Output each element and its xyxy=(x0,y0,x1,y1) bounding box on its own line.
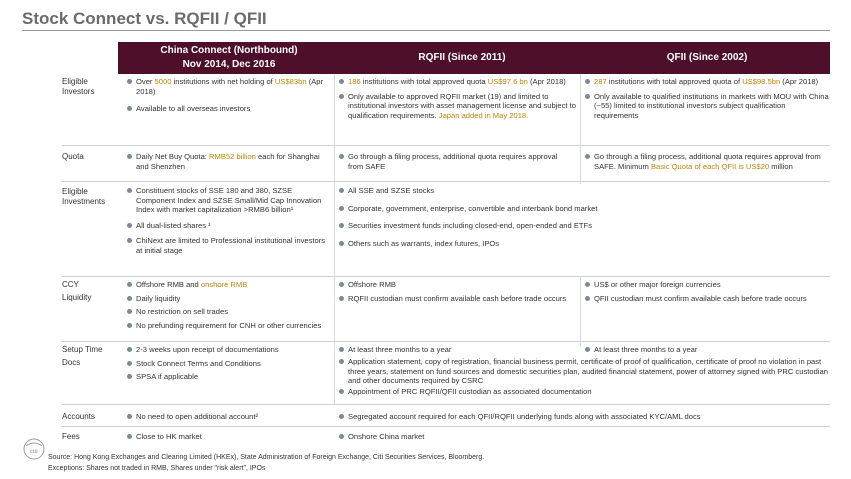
cell-ccy-liq-qfii xyxy=(584,280,824,307)
cell-ccy-liq-connect xyxy=(126,280,326,334)
cell-accounts-rqfii-qfii xyxy=(338,412,828,426)
label-eligible-investments: Eligible Investments xyxy=(62,187,106,206)
highlight-text: US$97.6 bn xyxy=(487,77,528,86)
highlight-text: US$98.5bn xyxy=(742,77,781,86)
text: institutions with total approved quota xyxy=(360,77,488,86)
column-separator xyxy=(334,74,335,404)
row-separator xyxy=(62,145,830,146)
text: (Apr 2018) xyxy=(527,77,566,86)
text: Daily Net Buy Quota: xyxy=(136,152,210,161)
bullet-item: SPSA if applicable xyxy=(126,372,326,382)
text: each for Shanghai and Shenzhen xyxy=(136,152,320,171)
bullet-item xyxy=(584,77,830,87)
source-note: Source: Hong Kong Exchanges and Clearing Limited (HKEx), State Administration of Foreign Exchange, Citi Securities Services, Bloomberg. xyxy=(48,454,485,461)
bullet-item: Close to HK market xyxy=(126,432,326,442)
bullet-item: Daily liquidity xyxy=(126,294,326,304)
bullet-item: Offshore RMB xyxy=(338,280,578,290)
citi-logo-icon xyxy=(22,437,46,461)
highlight-text: 186 xyxy=(348,77,361,86)
cell-quota-rqfii xyxy=(338,152,568,175)
bullet-item: Appointment of PRC RQFII/QFII custodian as associated documentation xyxy=(338,387,830,397)
bullet-item: Go through a filing process, additional quota requires approval from SAFE xyxy=(338,152,568,171)
label-ccy: CCY xyxy=(62,280,79,289)
bullet-item: Stock Connect Terms and Conditions xyxy=(126,359,326,369)
cell-inv-connect xyxy=(126,186,326,260)
text: (Apr 2018) xyxy=(136,77,324,96)
cell-ei-rqfii xyxy=(338,77,578,124)
label-docs: Docs xyxy=(62,358,81,367)
text: million xyxy=(769,161,793,171)
bullet-item: No need to open additional account² xyxy=(126,412,326,422)
highlight-text: 287 xyxy=(594,77,607,86)
bullet-item: All SSE and SZSE stocks xyxy=(338,186,828,196)
text: Only available to approved RQFII market (19) and limited to institutional investors with asset management license and subject to qualification requirements. xyxy=(348,91,576,120)
column-separator xyxy=(580,276,581,346)
text: Go through a filing process, additional quota requires approval from SAFE. Minimum xyxy=(594,152,821,171)
text: institutions with total approved quota of xyxy=(606,77,743,86)
label-fees: Fees xyxy=(62,432,80,441)
bullet-item xyxy=(126,152,326,171)
text: Over xyxy=(136,77,155,86)
highlight-text: Basic Quota of each QFII is US$20 xyxy=(650,161,770,171)
row-separator xyxy=(62,181,830,182)
column-separator xyxy=(580,74,581,184)
cell-fees-rqfii-qfii xyxy=(338,432,828,446)
bullet-item: US$ or other major foreign currencies xyxy=(584,280,824,290)
cell-setup-qfii xyxy=(584,345,824,357)
cell-ccy-liq-rqfii xyxy=(338,280,578,307)
page-title: Stock Connect vs. RQFII / QFII xyxy=(22,9,267,28)
cell-inv-rqfii-qfii xyxy=(338,186,828,252)
highlight-text: 5000 xyxy=(154,77,172,86)
bullet-item: Segregated account required for each QFII/RQFII underlying funds along with associated KYC/AML docs xyxy=(338,412,828,422)
label-liquidity: Liquidity xyxy=(62,293,92,302)
bullet-item: Available to all overseas investors xyxy=(126,104,326,114)
text: Offshore RMB and xyxy=(136,280,201,289)
cell-setup-docs-connect xyxy=(126,345,326,386)
row-separator xyxy=(62,276,830,277)
bullet-item: Onshore China market xyxy=(338,432,828,442)
highlight-text: Japan added in May 2018. xyxy=(438,110,529,120)
cell-quota-qfii xyxy=(584,152,830,175)
highlight-text: US$83bn xyxy=(274,77,307,86)
bullet-item xyxy=(126,280,326,290)
bullet-item: Application statement, copy of registration, financial business permit, certificate of proof of qualification, certificate of proof no violation in past three years, statement on fund sources and domestic securities plan, audited financial statement, power of attorney signed with PRC custodian and other documents required by CSRC xyxy=(338,357,830,386)
bullet-item xyxy=(338,77,578,87)
label-quota: Quota xyxy=(62,152,84,161)
cell-ei-connect xyxy=(126,77,326,118)
title-underline xyxy=(22,30,830,31)
bullet-item xyxy=(126,77,326,96)
bullet-item: Others such as warrants, index futures, IPOs xyxy=(338,239,828,249)
bullet-item: At least three months to a year xyxy=(584,345,824,355)
bullet-item: RQFII custodian must confirm available cash before trade occurs xyxy=(338,294,578,304)
bullet-item xyxy=(584,152,830,171)
label-eligible-investors: Eligible Investors xyxy=(62,77,95,96)
cell-accounts-connect xyxy=(126,412,326,426)
header-qfii xyxy=(584,42,830,74)
bullet-item: At least three months to a year xyxy=(338,345,578,355)
row-separator xyxy=(62,341,830,342)
bullet-item: No restriction on sell trades xyxy=(126,307,326,317)
row-separator xyxy=(62,404,830,405)
cell-docs-rqfii-qfii xyxy=(338,357,830,400)
row-separator xyxy=(62,426,830,427)
label-accounts: Accounts xyxy=(62,412,95,421)
bullet-item: ChiNext are limited to Professional institutional investors at initial stage xyxy=(126,236,326,255)
text: (Apr 2018) xyxy=(780,77,819,86)
highlight-text: RMB52 billion xyxy=(209,152,256,161)
header-rqfii-label: RQFII (Since 2011) xyxy=(418,52,506,63)
header-china-connect-label: China Connect (Northbound) Nov 2014, Dec 2016 xyxy=(160,45,298,70)
cell-ei-qfii xyxy=(584,77,830,124)
header-china-connect xyxy=(118,42,340,74)
bullet-item: Constituent stocks of SSE 180 and 380, SZSE Component Index and SZSE Small/Mid Cap Innovation Index with market capitalization >RMB6 billion¹ xyxy=(126,186,326,215)
header-rqfii xyxy=(340,42,584,74)
cell-quota-connect xyxy=(126,152,326,175)
cell-setup-rqfii xyxy=(338,345,578,357)
highlight-text: onshore RMB xyxy=(200,280,248,289)
bullet-item: QFII custodian must confirm available cash before trade occurs xyxy=(584,294,824,304)
bullet-item: Securities investment funds including closed-end, open-ended and ETFs xyxy=(338,221,828,231)
bullet-item: Only available to qualified institutions in markets with MOU with China (~55) limited to institutional investors subject qualification requirements xyxy=(584,92,830,121)
cell-fees-connect xyxy=(126,432,326,446)
exceptions-note: Exceptions: Shares not traded in RMB, Shares under "risk alert", IPOs xyxy=(48,465,266,472)
bullet-item xyxy=(338,92,578,121)
text: institutions with net holding of xyxy=(171,77,275,86)
bullet-item: 2-3 weeks upon receipt of documentations xyxy=(126,345,326,355)
bullet-item: Corporate, government, enterprise, convertible and interbank bond market xyxy=(338,204,828,214)
bullet-item: No prefunding requirement for CNH or other currencies xyxy=(126,321,326,331)
logo-text: citi xyxy=(30,449,38,455)
header-qfii-label: QFII (Since 2002) xyxy=(666,52,748,63)
label-setup-time: Setup Time xyxy=(62,345,103,354)
bullet-item: All dual-listed shares ¹ xyxy=(126,221,326,231)
